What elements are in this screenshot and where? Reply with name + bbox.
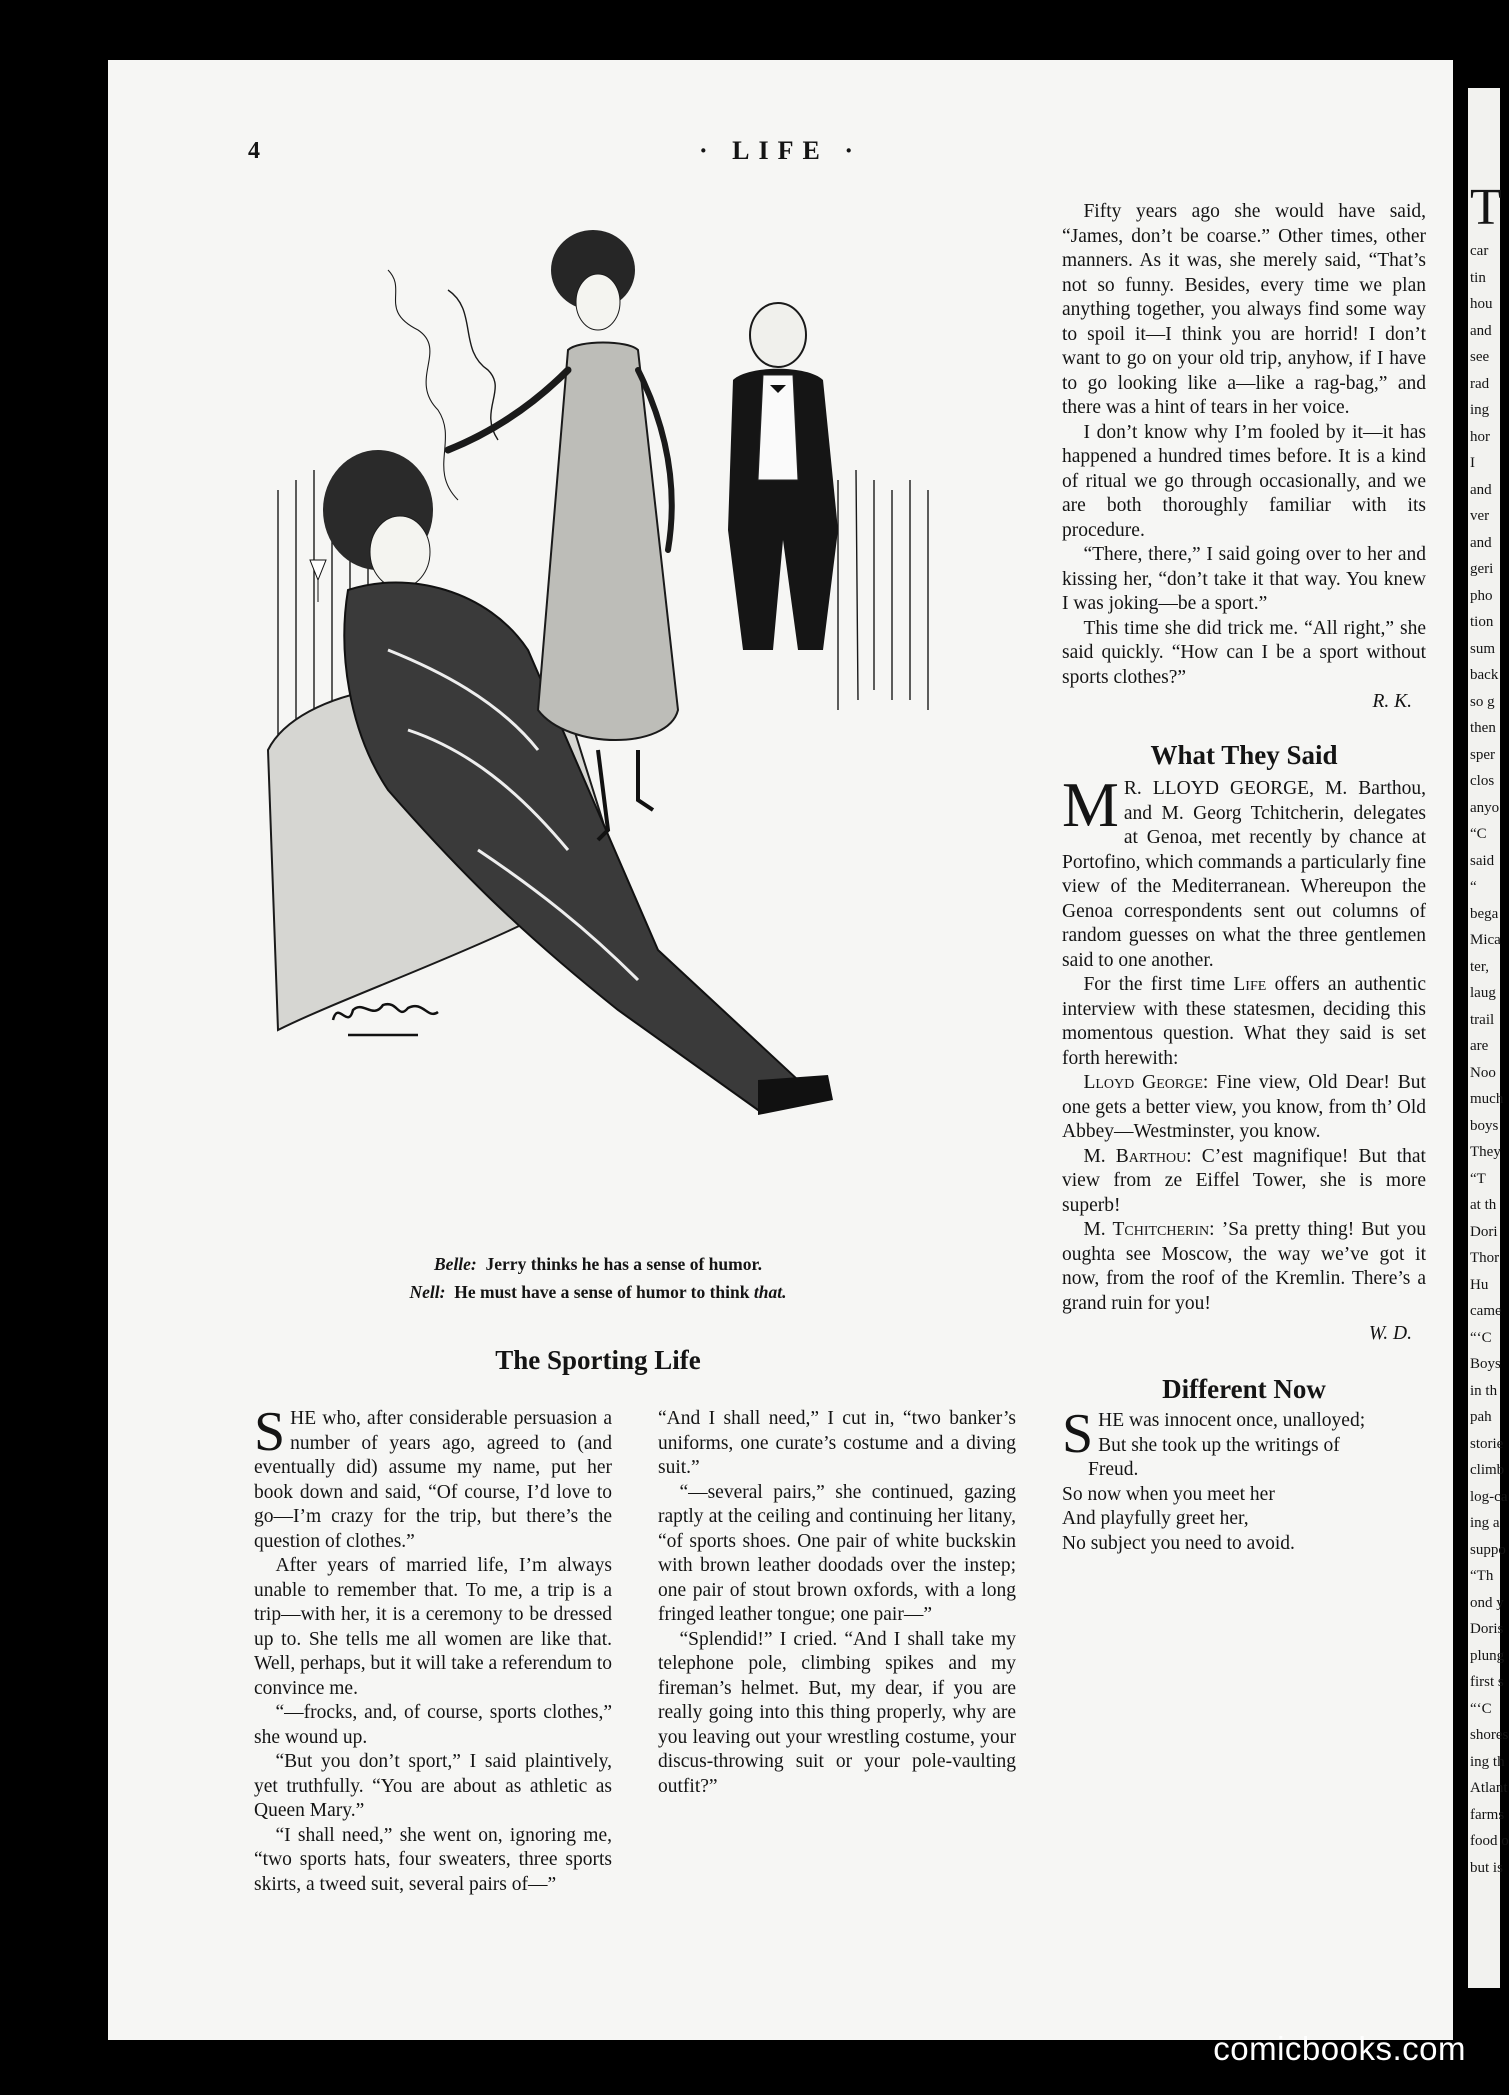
edge-fragment: hou: [1470, 296, 1493, 312]
what-they-said-paragraph-1: [1062, 769, 1426, 973]
edge-fragment: ing a: [1470, 1515, 1500, 1531]
edge-fragment: said: [1470, 852, 1495, 869]
edge-fragment: but is: [1470, 1859, 1503, 1876]
edge-fragment: ond y: [1470, 1594, 1504, 1611]
caption-speaker-belle: Belle:: [434, 1254, 477, 1274]
tchitcherin-quote: [1062, 1218, 1426, 1316]
magazine-page: [108, 60, 1453, 2040]
edge-fragment: back: [1470, 667, 1499, 683]
edge-fragment: They: [1470, 1144, 1501, 1160]
next-page-edge: [1468, 88, 1509, 1988]
edge-fragment: pho: [1470, 587, 1493, 604]
caption-line-1: [238, 1250, 958, 1278]
edge-fragment: T: [1470, 179, 1502, 236]
edge-fragment: “C: [1470, 826, 1487, 842]
sporting-life-column-2: [658, 1407, 1016, 1799]
edge-fragment: shores: [1470, 1727, 1509, 1743]
edge-fragment: so g: [1470, 693, 1495, 710]
what-they-said-signature: W. D.: [1368, 1323, 1412, 1344]
edge-fragment: “T: [1470, 1170, 1486, 1187]
edge-fragment: rad: [1470, 375, 1490, 392]
life-name: Life: [1233, 974, 1267, 995]
edge-fragment: suppo: [1470, 1541, 1506, 1558]
edge-fragment: in th: [1470, 1382, 1498, 1399]
caption-text-1: Jerry thinks he has a sense of humor.: [485, 1254, 762, 1274]
edge-fragment: hor: [1470, 428, 1490, 445]
poem-line-2: But she took up the writings of: [1098, 1434, 1340, 1456]
caption-line-2: [238, 1278, 958, 1306]
sporting-life-paragraph-8: “Splendid!” I cried. “And I shall take my telephone pole, climbing spikes and my fireman’s helmet. But, my dear, if you are really going into this thing properly, why are you leaving out your wrestling costume, your discus-throwing suit or your pole-vaulting outfit?”: [658, 1628, 1016, 1797]
edge-fragment: pah: [1470, 1409, 1492, 1425]
edge-fragment: much: [1470, 1091, 1504, 1107]
poem-line-5: And playfully greet her,: [1062, 1508, 1249, 1529]
caption-speaker-nell: Nell:: [409, 1282, 446, 1302]
edge-fragment: Atlant: [1470, 1780, 1508, 1796]
sporting-life-title: The Sporting Life: [495, 1345, 701, 1375]
edge-fragment: first s: [1470, 1674, 1504, 1690]
poem-line-3: Freud.: [1088, 1459, 1139, 1480]
edge-fragment: car: [1470, 243, 1489, 259]
paragraph-text: offers an authentic interview with these statesmen, deciding this momentous question. What they said is set forth herewith:: [1062, 974, 1427, 1069]
speaker-text: Fine view, Old Dear! But one gets a better view, you know, from th’ Old Abbey—Westminster, you know.: [1062, 1072, 1426, 1142]
barthou-quote: [1062, 1145, 1426, 1219]
caption-emphasis: that.: [753, 1282, 787, 1302]
poem-line-4: So now when you meet her: [1062, 1483, 1275, 1505]
edge-fragment: anyo: [1470, 799, 1500, 816]
edge-fragment: Doris: [1470, 1621, 1504, 1637]
sporting-life-paragraph-3: “—frocks, and, of course, sports clothes,” she wound up.: [254, 1702, 612, 1748]
edge-fragment: bega: [1470, 905, 1499, 922]
paragraph-text: For the first time: [1083, 974, 1226, 995]
edge-fragment: Boys: [1470, 1356, 1501, 1372]
edge-fragment: and: [1470, 322, 1492, 339]
edge-fragment: ver: [1470, 508, 1490, 524]
edge-fragment: and: [1470, 481, 1492, 498]
speaker-name: M. Barthou:: [1083, 1145, 1192, 1167]
edge-fragment: farms: [1470, 1806, 1505, 1823]
edge-fragment: storie: [1470, 1435, 1504, 1452]
watermark: comicbooks.com: [1213, 2030, 1466, 2067]
speaker-name: M. Tchitcherin:: [1083, 1219, 1215, 1240]
sporting-life-paragraph-4: “But you don’t sport,” I said plaintively, yet truthfully. “You are about as athletic as Queen Mary.”: [254, 1751, 612, 1821]
sporting-life-paragraph-7: “—several pairs,” she continued, gazing raptly at the ceiling and continuing her litany, “of sports shoes. One pair of white buckskin with brown leather doodads over the instep; one pair of stout brown oxfords, with a long fringed leather tongue; one pair—”: [658, 1481, 1016, 1625]
right-column: [1062, 200, 1426, 1556]
edge-fragment: boys: [1470, 1117, 1499, 1134]
edge-fragment: see: [1470, 349, 1490, 365]
sporting-life-signature: R. K.: [1372, 691, 1412, 712]
cartoon-caption: [238, 1250, 958, 1306]
sporting-life-paragraph-1: [254, 1401, 612, 1554]
sporting-life-paragraph-11: “There, there,” I said going over to her and kissing her, “don’t take it that way. You knew I was joking—be a sport.”: [1062, 544, 1426, 614]
edge-fragment: geri: [1470, 561, 1494, 577]
edge-fragment: tion: [1470, 614, 1494, 630]
edge-fragment: log-ca: [1470, 1488, 1508, 1505]
sporting-life-paragraph-12: This time she did trick me. “All right,” she said quickly. “How can I be a sport without sports clothes?”: [1062, 617, 1426, 688]
edge-fragment: food o: [1470, 1833, 1509, 1849]
edge-fragment: Thor: [1470, 1250, 1500, 1266]
edge-fragment: “: [1470, 879, 1477, 895]
what-they-said-paragraph-2: [1062, 973, 1426, 1071]
edge-fragment: and: [1470, 534, 1492, 551]
cartoon-illustration: [238, 230, 948, 1210]
edge-fragment: ing th: [1470, 1753, 1505, 1770]
artist-signature-mark: [333, 1004, 438, 1035]
edge-fragment: “Th: [1470, 1568, 1494, 1584]
speaker-name: Lloyd George:: [1083, 1072, 1209, 1093]
edge-fragment: Dori: [1470, 1223, 1498, 1240]
running-head: · LIFE ·: [698, 136, 863, 165]
sporting-life-paragraph-6: “And I shall need,” I cut in, “two banker’s uniforms, one curate’s costume and a diving suit.”: [658, 1408, 1016, 1478]
dropcap-s: S: [1062, 1403, 1094, 1465]
edge-fragment: Hu: [1470, 1276, 1489, 1293]
edge-fragment: climb: [1470, 1462, 1505, 1478]
edge-fragment: tin: [1470, 269, 1486, 286]
edge-fragment: clos: [1470, 773, 1495, 789]
different-now-poem: [1062, 1403, 1426, 1556]
speaker-text: C’est magnifique! But that view from ze Eiffel Tower, she is more superb!: [1062, 1145, 1426, 1216]
edge-fragment: then: [1470, 720, 1496, 736]
page-number: 4: [248, 138, 260, 164]
edge-fragment: are: [1470, 1038, 1489, 1054]
edge-fragment: at th: [1470, 1197, 1497, 1213]
sporting-life-paragraph-10: I don’t know why I’m fooled by it—it has happened a hundred times before. It is a kind of ritual we go through occasionally, and we are both thoroughly familiar with its procedure.: [1062, 421, 1426, 541]
edge-fragment: “‘C: [1470, 1329, 1492, 1346]
paragraph-text: HE who, after considerable persuasion a number of years ago, agreed to (and eventually did) assume my name, put her book down and said, “Of course, I’d love to go—I’m crazy for the trip, but there’s the question of clothes.”: [254, 1408, 612, 1552]
dropcap-m: M: [1062, 769, 1119, 840]
edge-fragment: laug: [1470, 985, 1496, 1001]
edge-fragment: Mica: [1470, 932, 1501, 948]
edge-fragment: trail: [1470, 1011, 1495, 1028]
poem-line-text: HE was innocent once, unalloyed;: [1098, 1410, 1366, 1431]
dropcap-s: S: [254, 1401, 286, 1463]
poem-line-6: No subject you need to avoid.: [1062, 1532, 1295, 1554]
sporting-life-paragraph-9: Fifty years ago she would have said, “James, don’t be coarse.” Other times, other manners. As it was, she merely said, “That’s not so funny. Besides, every time we plan anything together, you always find some way to spoil it—I think you are horrid! I don’t want to go on your old trip, anyhow, if I have to go looking like a—like a rag-bag,” and there was a hint of tears in her voice.: [1062, 201, 1426, 418]
sporting-life-paragraph-2: After years of married life, I’m always unable to remember that. To me, a trip is a trip—with her, it is a ceremony to be dressed up to. She tells me all women are like that. Well, perhaps, but it will take a referendum to convince me.: [254, 1555, 612, 1699]
speaker-text: ’Sa pretty thing! But you oughta see Moscow, the way we’ve got it now, from the roof of the Kremlin. There’s a grand ruin for you!: [1062, 1219, 1427, 1314]
edge-fragment: ter,: [1470, 958, 1489, 975]
sporting-life-column-1: [254, 1401, 612, 1897]
edge-fragment: plung: [1470, 1647, 1505, 1664]
caption-text-2: He must have a sense of humor to think: [454, 1282, 750, 1302]
paragraph-text: R. LLOYD GEORGE, M. Barthou, and M. Georg Tchitcherin, delegates at Genoa, met recently by chance at Portofino, which commands a particularly fine view of the Mediterranean. Whereupon the Genoa correspondents sent out columns of random guesses on what the three gentlemen said to one another.: [1062, 778, 1426, 971]
edge-fragment: Noo: [1470, 1064, 1496, 1081]
lloyd-george-quote: [1062, 1071, 1426, 1145]
different-now-title: Different Now: [1162, 1373, 1326, 1404]
edge-fragment: I: [1470, 455, 1475, 471]
sporting-life-paragraph-5: “I shall need,” she went on, ignoring me, “two sports hats, four sweaters, three sports skirts, a tweed suit, several pairs of—”: [254, 1824, 612, 1895]
edge-fragment: came: [1470, 1303, 1502, 1319]
what-they-said-title: What They Said: [1150, 739, 1338, 770]
edge-fragment: sper: [1470, 746, 1495, 763]
edge-fragment: “‘C: [1470, 1700, 1492, 1717]
edge-fragment: sum: [1470, 640, 1496, 657]
edge-fragment: ing: [1470, 402, 1490, 418]
